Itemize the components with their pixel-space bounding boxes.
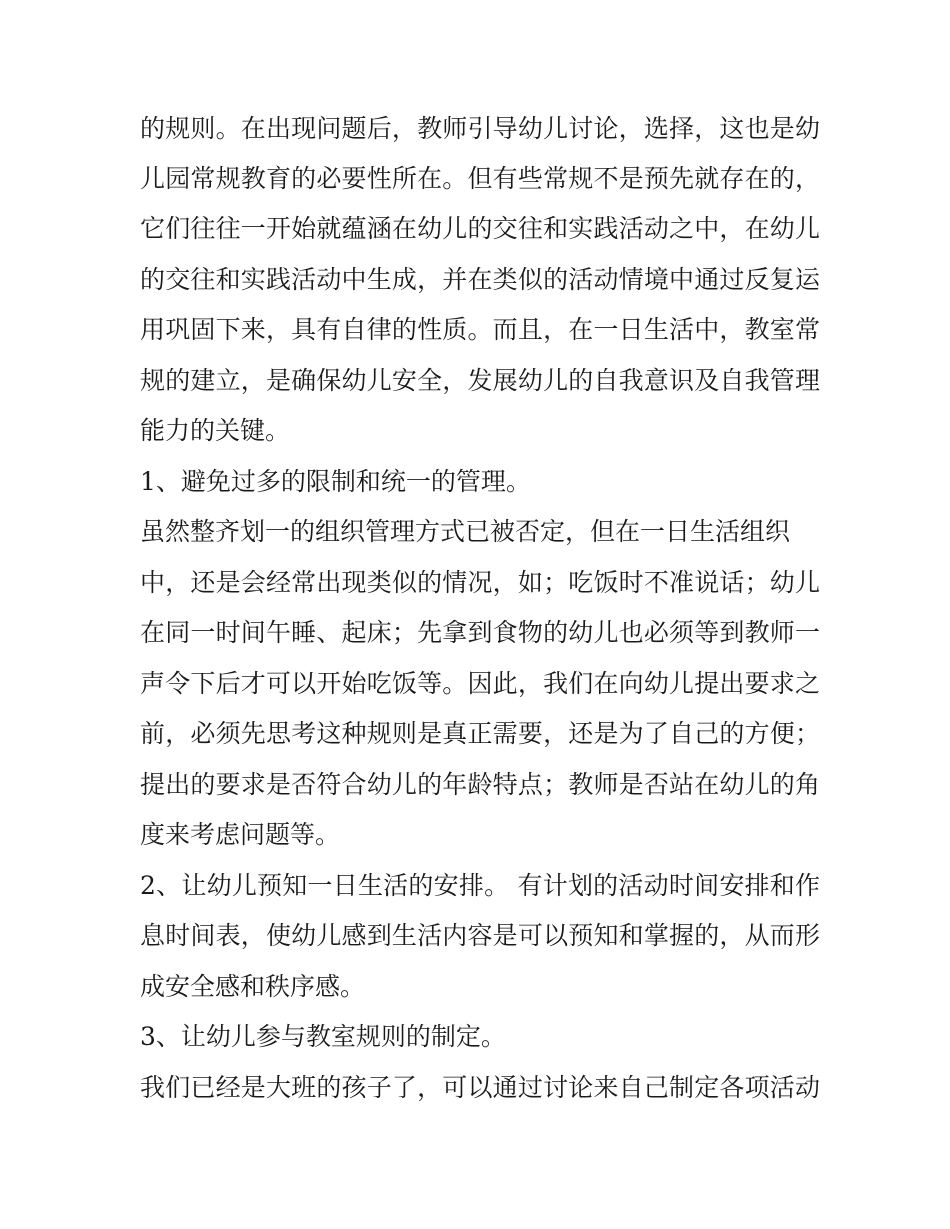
section-heading: 1、避免过多的限制和统一的管理。 [140,467,531,496]
paragraph-line: 在同一时间午睡、起床；先拿到食物的幼儿也必须等到教师一 [140,618,820,647]
paragraph-line: 虽然整齐划一的组织管理方式已被否定，但在一日生活组织 [140,517,791,546]
paragraph-line: 的规则。在出现问题后，教师引导幼儿讨论，选择，这也是幼 [140,114,820,143]
section-heading: 3、让幼儿参与教室规则的制定。 [140,1022,506,1051]
paragraph-line: 它们往往一开始就蕴涵在幼儿的交往和实践活动之中，在幼儿 [140,214,820,243]
paragraph-line: 提出的要求是否符合幼儿的年龄特点；教师是否站在幼儿的角 [140,770,820,799]
paragraph-line: 中，还是会经常出现类似的情况，如；吃饭时不准说话；幼儿 [140,568,820,597]
paragraph-line: 规的建立，是确保幼儿安全，发展幼儿的自我意识及自我管理 [140,366,820,395]
paragraph-line: 我们已经是大班的孩子了，可以通过讨论来自己制定各项活动 [140,1073,820,1102]
paragraph-line: 息时间表，使幼儿感到生活内容是可以预知和掌握的，从而形 [140,921,820,950]
paragraph-line: 能力的关键。 [140,416,291,445]
paragraph-line: 儿园常规教育的必要性所在。但有些常规不是预先就存在的， [140,164,820,193]
paragraph-line: 用巩固下来，具有自律的性质。而且，在一日生活中，教室常 [140,315,820,344]
paragraph-line: 成安全感和秩序感。 [140,972,366,1001]
section-heading: 2、让幼儿预知一日生活的安排。 有计划的活动时间安排和作 [140,871,820,900]
paragraph-line: 的交往和实践活动中生成，并在类似的活动情境中通过反复运 [140,265,820,294]
paragraph-line: 度来考虑问题等。 [140,820,341,849]
paragraph-line: 声令下后才可以开始吃饭等。因此，我们在向幼儿提出要求之 [140,669,820,698]
paragraph-line: 前，必须先思考这种规则是真正需要，还是为了自己的方便； [140,719,820,748]
